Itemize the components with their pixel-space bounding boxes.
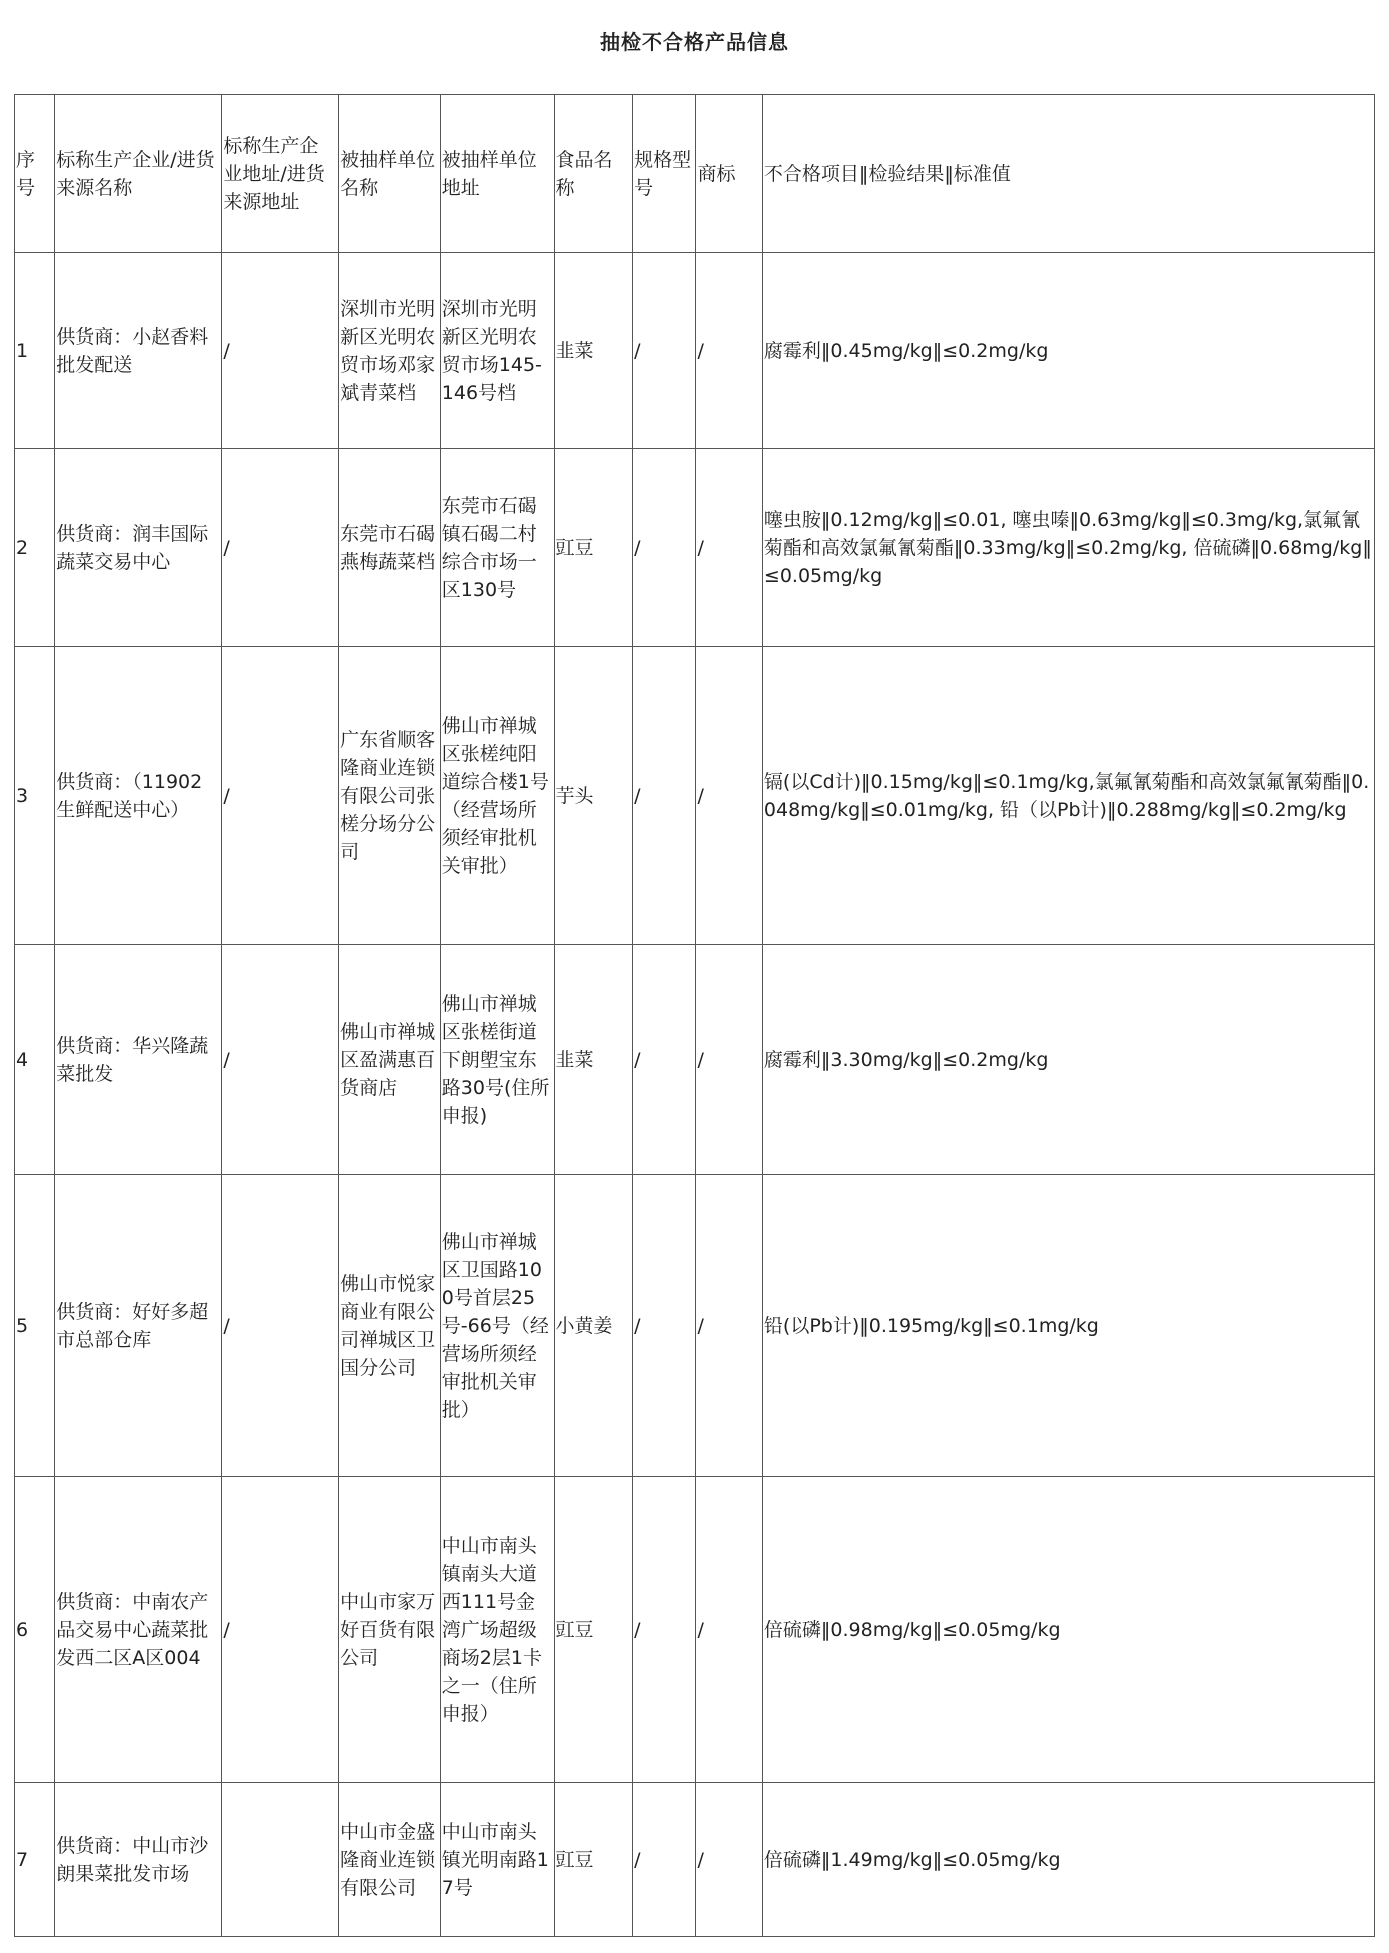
- cell-food-name: 芋头: [554, 647, 633, 945]
- cell-brand: /: [696, 1477, 762, 1783]
- cell-result: 噻虫胺‖0.12mg/kg‖≤0.01, 噻虫嗪‖0.63mg/kg‖≤0.3mg/kg,氯氟氰菊酯和高效氯氟氰菊酯‖0.33mg/kg‖≤0.2mg/kg, 倍硫磷‖0.68mg/kg‖≤0.05mg/kg: [762, 449, 1374, 647]
- cell-producer-address: /: [222, 647, 339, 945]
- cell-producer-address: /: [222, 1477, 339, 1783]
- cell-food-name: 豇豆: [554, 1783, 633, 1937]
- cell-producer: 供货商：小赵香料批发配送: [55, 253, 222, 449]
- cell-spec: /: [633, 449, 696, 647]
- cell-spec: /: [633, 647, 696, 945]
- cell-no: 1: [15, 253, 55, 449]
- cell-food-name: 韭菜: [554, 945, 633, 1175]
- cell-food-name: 韭菜: [554, 253, 633, 449]
- cell-brand: /: [696, 253, 762, 449]
- cell-sampled-unit: 佛山市禅城区盈满惠百货商店: [339, 945, 441, 1175]
- column-header-no: 序号: [15, 95, 55, 253]
- column-header-sampled-address: 被抽样单位地址: [440, 95, 554, 253]
- table-row: [15, 253, 1375, 449]
- cell-no: 3: [15, 647, 55, 945]
- cell-brand: /: [696, 647, 762, 945]
- cell-sampled-unit: 东莞市石碣燕梅蔬菜档: [339, 449, 441, 647]
- cell-producer-address: /: [222, 945, 339, 1175]
- column-header-brand: 商标: [696, 95, 762, 253]
- page-title: 抽检不合格产品信息: [600, 30, 789, 54]
- cell-spec: /: [633, 1783, 696, 1937]
- cell-producer: 供货商：华兴隆蔬菜批发: [55, 945, 222, 1175]
- cell-result: 腐霉利‖3.30mg/kg‖≤0.2mg/kg: [762, 945, 1374, 1175]
- table-row: [15, 945, 1375, 1175]
- cell-spec: /: [633, 253, 696, 449]
- cell-producer-address: [222, 1783, 339, 1937]
- cell-no: 4: [15, 945, 55, 1175]
- column-header-sampled-unit: 被抽样单位名称: [339, 95, 441, 253]
- cell-food-name: 豇豆: [554, 449, 633, 647]
- cell-sampled-address: 中山市南头镇南头大道西111号金湾广场超级商场2层1卡之一（住所申报）: [440, 1477, 554, 1783]
- cell-brand: /: [696, 945, 762, 1175]
- cell-food-name: 豇豆: [554, 1477, 633, 1783]
- cell-sampled-unit: 中山市家万好百货有限公司: [339, 1477, 441, 1783]
- cell-result: 倍硫磷‖0.98mg/kg‖≤0.05mg/kg: [762, 1477, 1374, 1783]
- cell-result: 铅(以Pb计)‖0.195mg/kg‖≤0.1mg/kg: [762, 1175, 1374, 1477]
- cell-producer: 供货商：好好多超市总部仓库: [55, 1175, 222, 1477]
- column-header-spec: 规格型号: [633, 95, 696, 253]
- cell-producer: 供货商：（11902生鲜配送中心）: [55, 647, 222, 945]
- cell-spec: /: [633, 1477, 696, 1783]
- cell-producer: 供货商：中南农产品交易中心蔬菜批发西二区A区004: [55, 1477, 222, 1783]
- cell-sampled-address: 佛山市禅城区张槎纯阳道综合楼1号（经营场所须经审批机关审批）: [440, 647, 554, 945]
- cell-sampled-address: 佛山市禅城区卫国路100号首层25号-66号（经营场所须经审批机关审批）: [440, 1175, 554, 1477]
- cell-sampled-address: 深圳市光明新区光明农贸市场145-146号档: [440, 253, 554, 449]
- cell-producer-address: /: [222, 449, 339, 647]
- cell-producer-address: /: [222, 1175, 339, 1477]
- cell-sampled-unit: 中山市金盛隆商业连锁有限公司: [339, 1783, 441, 1937]
- cell-no: 6: [15, 1477, 55, 1783]
- table-row: [15, 1175, 1375, 1477]
- unqualified-products-table: [14, 94, 1375, 1937]
- table-row: [15, 449, 1375, 647]
- table-row: [15, 647, 1375, 945]
- cell-no: 5: [15, 1175, 55, 1477]
- cell-result: 镉(以Cd计)‖0.15mg/kg‖≤0.1mg/kg,氯氟氰菊酯和高效氯氟氰菊酯‖0.048mg/kg‖≤0.01mg/kg, 铅（以Pb计)‖0.288mg/kg‖≤0.2mg/kg: [762, 647, 1374, 945]
- cell-brand: /: [696, 449, 762, 647]
- column-header-result: 不合格项目‖检验结果‖标准值: [762, 95, 1374, 253]
- table-header-row: [15, 95, 1375, 253]
- cell-sampled-unit: 深圳市光明新区光明农贸市场邓家斌青菜档: [339, 253, 441, 449]
- cell-result: 腐霉利‖0.45mg/kg‖≤0.2mg/kg: [762, 253, 1374, 449]
- column-header-producer: 标称生产企业/进货来源名称: [55, 95, 222, 253]
- cell-result: 倍硫磷‖1.49mg/kg‖≤0.05mg/kg: [762, 1783, 1374, 1937]
- cell-brand: /: [696, 1783, 762, 1937]
- cell-no: 7: [15, 1783, 55, 1937]
- table-row: [15, 1783, 1375, 1937]
- cell-sampled-address: 东莞市石碣镇石碣二村综合市场一区130号: [440, 449, 554, 647]
- cell-producer-address: /: [222, 253, 339, 449]
- cell-producer: 供货商：润丰国际蔬菜交易中心: [55, 449, 222, 647]
- cell-food-name: 小黄姜: [554, 1175, 633, 1477]
- cell-sampled-address: 中山市南头镇光明南路17号: [440, 1783, 554, 1937]
- column-header-food-name: 食品名称: [554, 95, 633, 253]
- cell-sampled-unit: 佛山市悦家商业有限公司禅城区卫国分公司: [339, 1175, 441, 1477]
- cell-no: 2: [15, 449, 55, 647]
- cell-producer: 供货商：中山市沙朗果菜批发市场: [55, 1783, 222, 1937]
- cell-sampled-unit: 广东省顺客隆商业连锁有限公司张槎分场分公司: [339, 647, 441, 945]
- cell-spec: /: [633, 1175, 696, 1477]
- cell-sampled-address: 佛山市禅城区张槎街道下朗塱宝东路30号(住所申报): [440, 945, 554, 1175]
- cell-spec: /: [633, 945, 696, 1175]
- column-header-producer-address: 标称生产企业地址/进货来源地址: [222, 95, 339, 253]
- table-row: [15, 1477, 1375, 1783]
- cell-brand: /: [696, 1175, 762, 1477]
